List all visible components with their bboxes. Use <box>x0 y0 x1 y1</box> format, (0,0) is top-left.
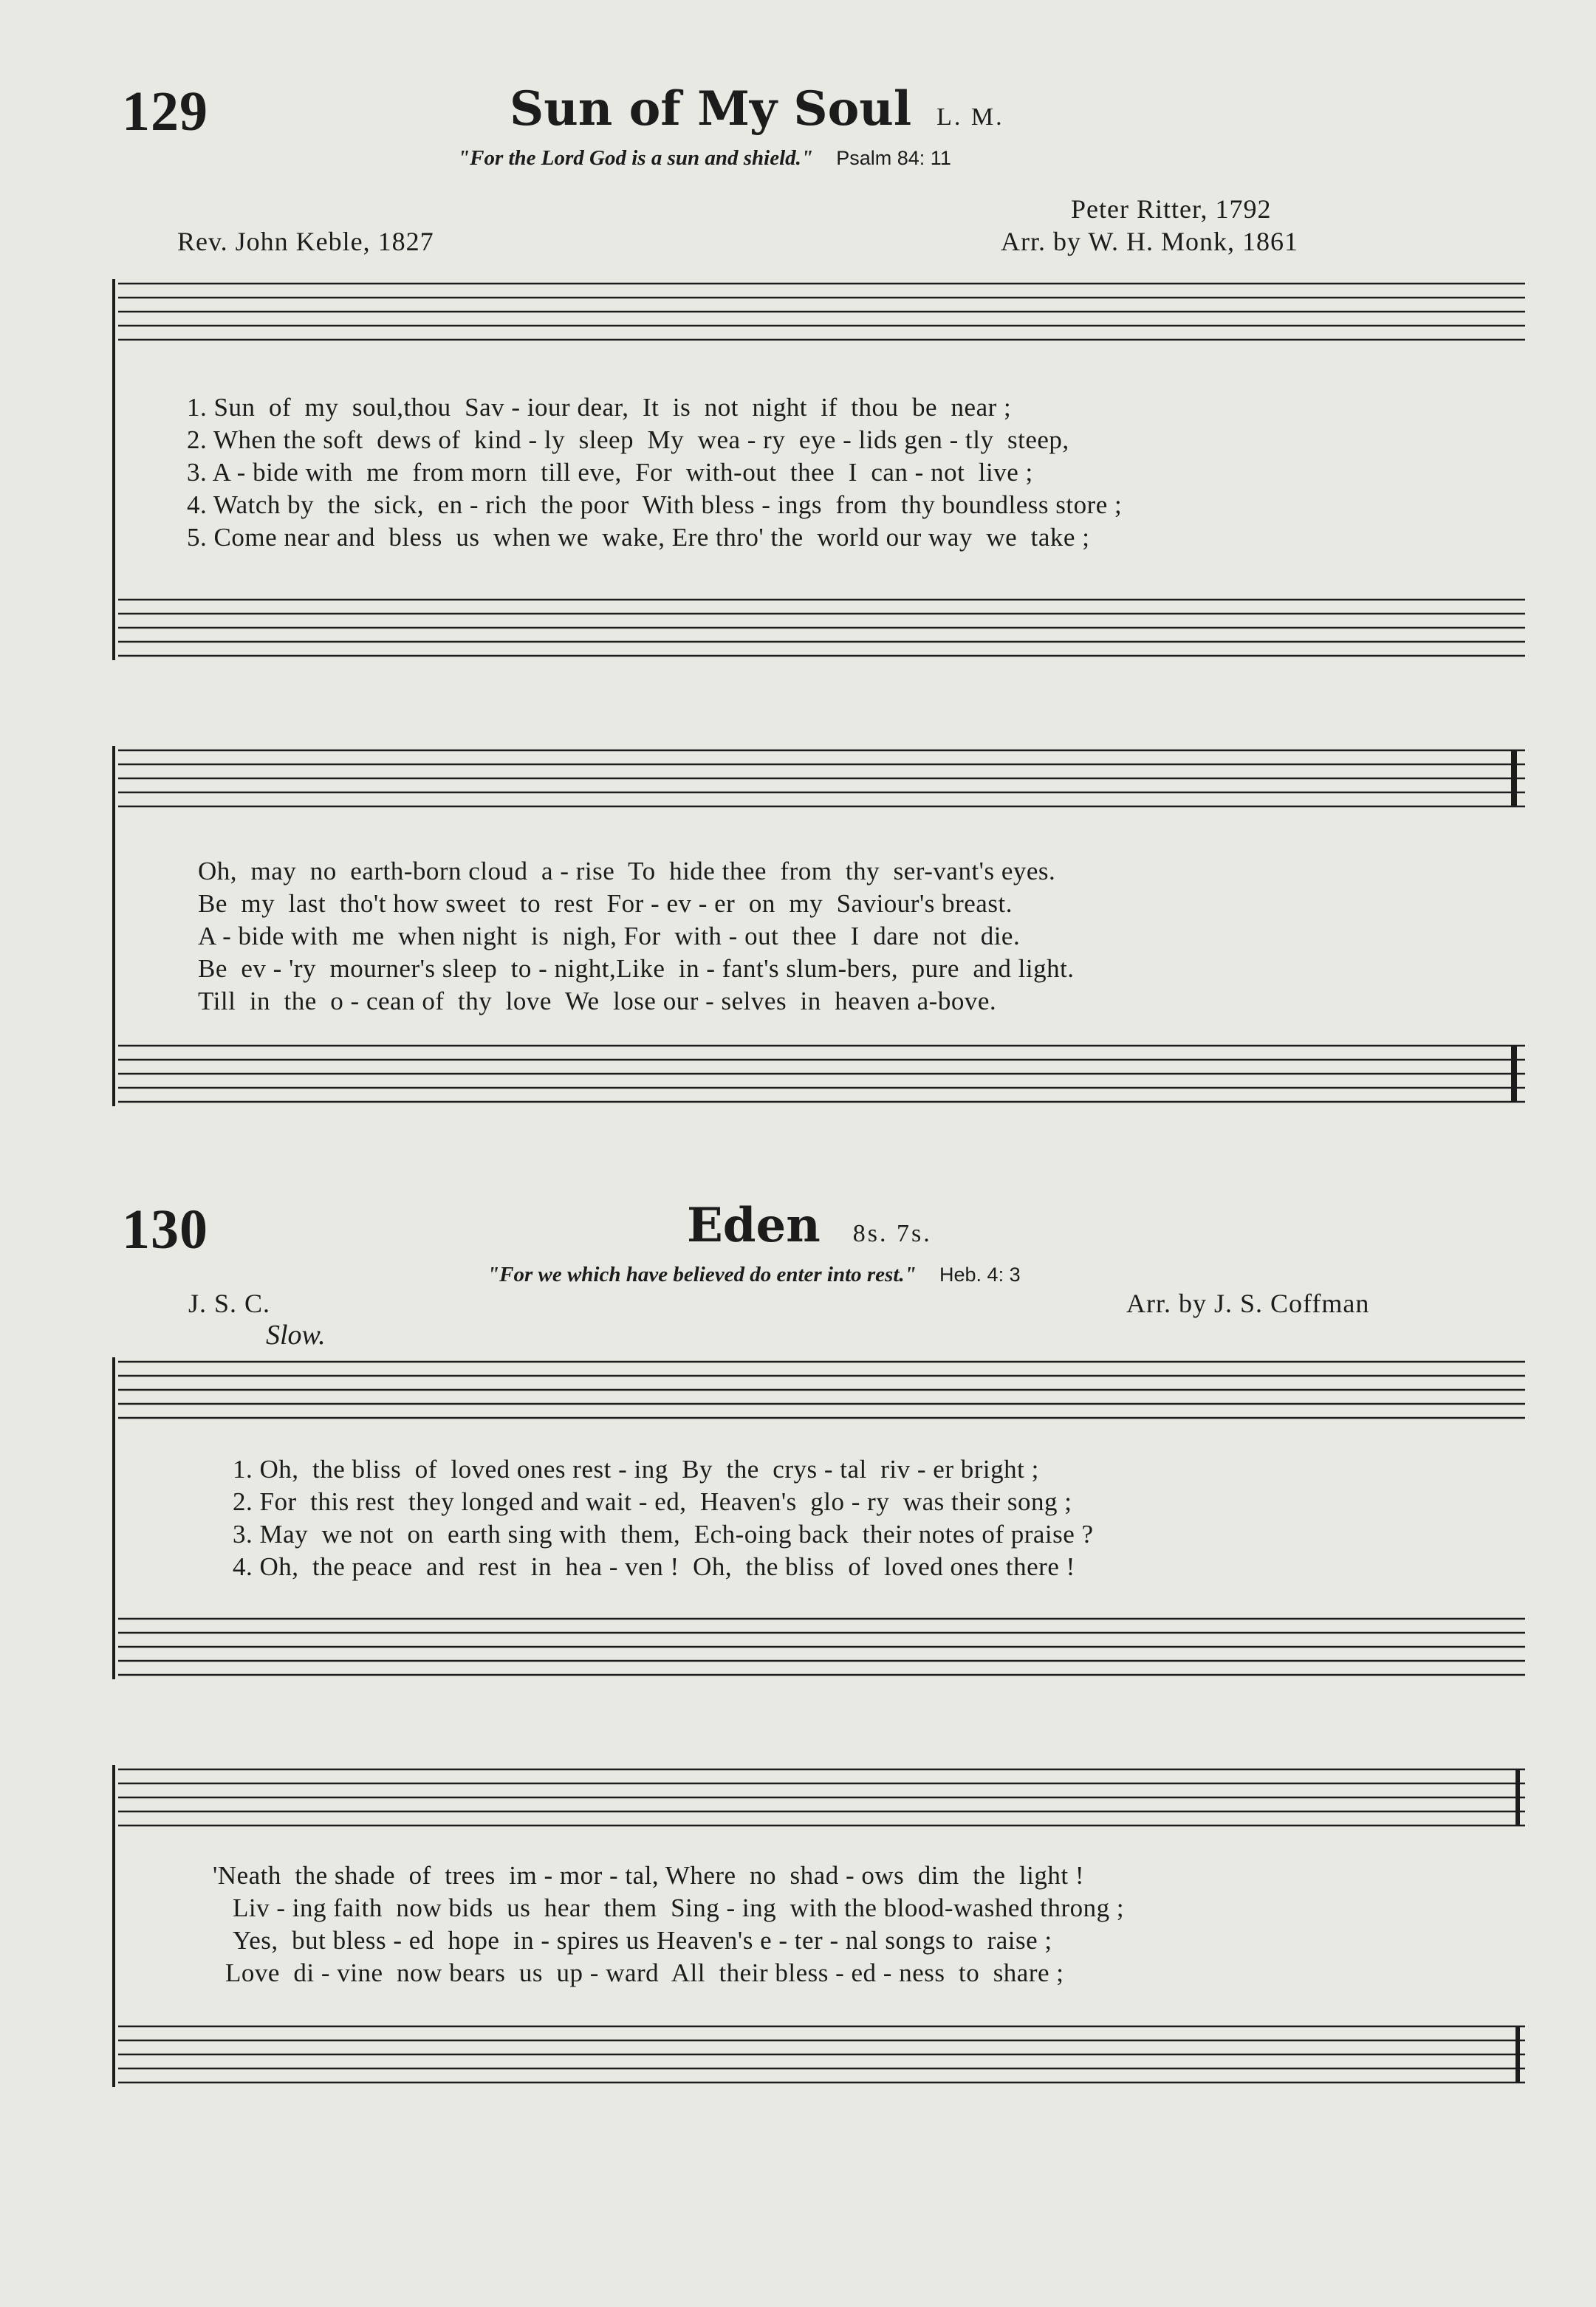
scripture-reference <box>458 146 1196 171</box>
hymn-title-block <box>687 1198 1130 1253</box>
treble-staff <box>118 1357 1525 1422</box>
system-brace <box>112 279 115 660</box>
scripture-reference <box>487 1263 1226 1287</box>
bass-staff <box>118 2022 1525 2087</box>
lyrics-verse-1: Oh, may no earth-born cloud a - rise To hide thee from thy ser-vant's eyes. <box>198 857 1056 885</box>
lyrics-verse-4: 4. Watch by the sick, en - rich the poor With bless - ings from thy boundless store ; <box>187 490 1123 519</box>
lyrics-verse-2: 2. For this rest they longed and wait - ed, Heaven's glo - ry was their song ; <box>233 1487 1072 1516</box>
system-brace <box>112 746 115 1106</box>
scripture-source: Psalm 84: 11 <box>836 147 951 169</box>
lyrics-verse-2: Be my last tho't how sweet to rest For - ev - er on my Saviour's breast. <box>198 889 1013 918</box>
hymn-title: Eden <box>687 1198 821 1253</box>
treble-staff <box>118 746 1525 811</box>
arranger-credit: Arr. by J. S. Coffman <box>1126 1289 1370 1318</box>
treble-staff <box>118 279 1525 344</box>
bass-staff <box>118 1614 1525 1679</box>
bass-staff <box>118 1041 1525 1106</box>
lyrics-verse-5: 5. Come near and bless us when we wake, Ere thro' the world our way we take ; <box>187 523 1090 552</box>
lyrics-verse-4: Be ev - 'ry mourner's sleep to - night,Like in - fant's slum-bers, pure and light. <box>198 954 1075 983</box>
bass-staff <box>118 595 1525 660</box>
author-credit: Rev. John Keble, 1827 <box>177 227 434 256</box>
lyrics-verse-3: 3. May we not on earth sing with them, Ech-oing back their notes of praise ? <box>233 1520 1094 1549</box>
scripture-quote: "For we which have believed do enter into rest." <box>487 1263 917 1286</box>
lyrics-verse-4: 4. Oh, the peace and rest in hea - ven ! Oh, the bliss of loved ones there ! <box>233 1552 1075 1581</box>
hymn-number: 130 <box>122 1199 208 1261</box>
arranger-credit: Arr. by W. H. Monk, 1861 <box>1001 227 1299 256</box>
lyrics-verse-1: 1. Oh, the bliss of loved ones rest - ing By the crys - tal riv - er bright ; <box>233 1455 1039 1484</box>
lyrics-verse-3: A - bide with me when night is nigh, For with - out thee I dare not die. <box>198 922 1021 950</box>
composer-credit: Peter Ritter, 1792 <box>1071 194 1272 224</box>
lyrics-verse-2: Liv - ing faith now bids us hear them Sing - ing with the blood-washed throng ; <box>233 1893 1125 1922</box>
lyrics-verse-5: Till in the o - cean of thy love We lose our - selves in heaven a-bove. <box>198 987 997 1015</box>
lyrics-verse-3: 3. A - bide with me from morn till eve, For with-out thee I can - not live ; <box>187 458 1033 487</box>
lyrics-verse-1: 1. Sun of my soul,thou Sav - iour dear, It is not night if thou be near ; <box>187 393 1012 422</box>
lyrics-verse-4: Love di - vine now bears us up - ward All their bless - ed - ness to share ; <box>225 1958 1064 1987</box>
treble-staff <box>118 1765 1525 1830</box>
hymn-meter: 8s. 7s. <box>852 1220 932 1247</box>
lyrics-verse-1: 'Neath the shade of trees im - mor - tal, Where no shad - ows dim the light ! <box>213 1861 1085 1890</box>
system-brace <box>112 1357 115 1679</box>
scripture-source: Heb. 4: 3 <box>939 1264 1021 1286</box>
hymn-title: Sun of My Soul <box>510 81 912 137</box>
lyrics-verse-3: Yes, but bless - ed hope in - spires us Heaven's e - ter - nal songs to raise ; <box>233 1926 1052 1955</box>
hymn-number: 129 <box>122 80 208 143</box>
author-credit: J. S. C. <box>188 1289 271 1318</box>
hymn-meter: L. M. <box>936 103 1004 131</box>
hymn-title-block <box>510 81 1174 137</box>
tempo-marking: Slow. <box>266 1320 326 1351</box>
system-brace <box>112 1765 115 2087</box>
scripture-quote: "For the Lord God is a sun and shield." <box>458 146 813 170</box>
lyrics-verse-2: 2. When the soft dews of kind - ly sleep My wea - ry eye - lids gen - tly steep, <box>187 425 1069 454</box>
